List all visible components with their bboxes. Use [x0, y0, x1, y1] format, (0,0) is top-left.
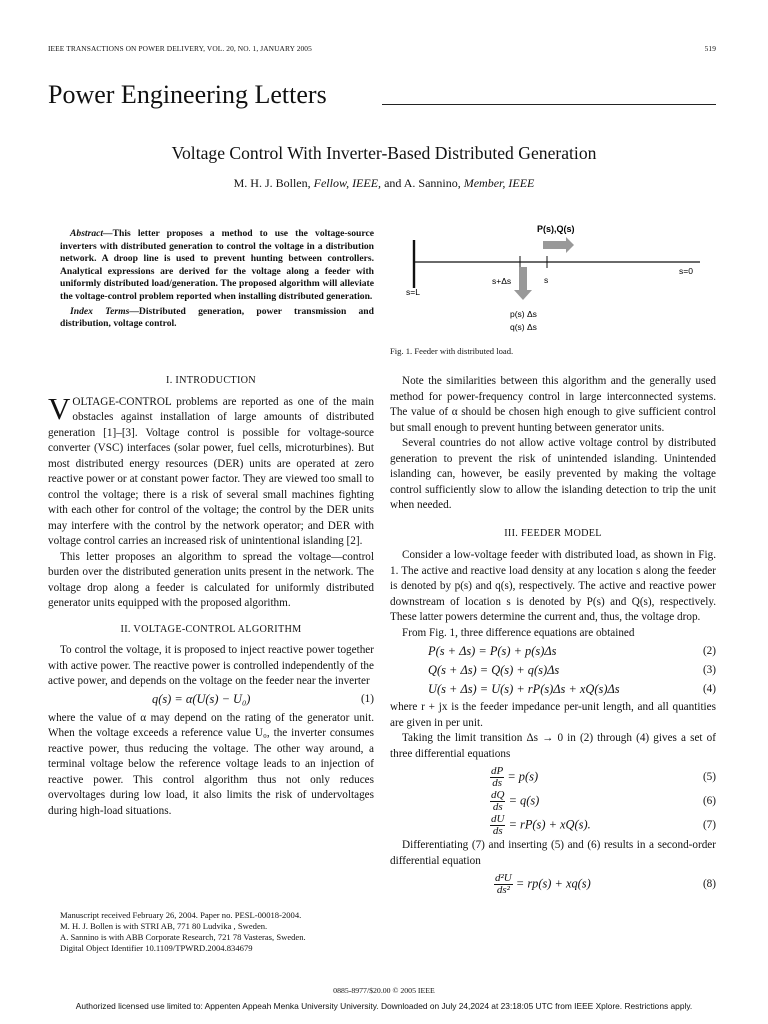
equation-8: $\frac{\text{d²U}}{\text{ds²}}$ = rp(s) + xq(s) (8) — [495, 872, 716, 896]
abstract-text: This letter proposes a method to use the voltage-source inverters with distributed generation to control the voltage in a distribution network. A droop line is used to prevent hunting between controllers. Analytical expressions are derived for the voltage along a feeder with uniformly distributed load/generation. The proposed algorithm will alleviate the voltage-control problem reported when installing distributed generation. — [60, 228, 374, 302]
heading-introduction: I. INTRODUCTION — [166, 375, 256, 386]
footnote-manuscript: Manuscript received February 26, 2004. Paper no. PESL-00018-2004. — [60, 910, 302, 920]
section-rule — [382, 104, 716, 105]
paper-title: Voltage Control With Inverter-Based Distributed Generation — [171, 143, 597, 163]
pq-arrow — [543, 237, 574, 253]
fm-paragraph-1: Consider a low-voltage feeder with distributed load, as shown in Fig. 1. The active and reactive load density at any location s along the feeder is denoted by p(s) and q(s), respectively. The active and reactive power downstream of location s is denoted by P(s) and Q(s), respectively. These latter powers determine the current and, thus, the voltage drop. — [390, 549, 716, 623]
dropcap: V — [48, 390, 71, 426]
journal-header: IEEE TRANSACTIONS ON POWER DELIVERY, VOL. 20, NO. 1, JANUARY 2005 — [48, 44, 312, 53]
abstract-label: Abstract— — [70, 228, 113, 239]
abstract — [60, 228, 374, 331]
intro-paragraph-2: This letter proposes an algorithm to spread the voltage—control burden over the distributed generation units present in the network. The voltage drop along a feeder is calculated for uniformly distributed generator units equipped with the proposed algorithm. — [48, 550, 374, 609]
feeder-figure — [400, 222, 706, 337]
index-terms-label: Index Terms— — [70, 305, 139, 317]
intro-paragraph-1: VOLTAGE-CONTROL problems are reported as one of the main obstacles against installation of large amounts of distributed generation [1]–[3]. Voltage control is possible for voltage-source converter (VSC) interfaces (solar power, fuel cells, microturbines). But most distributed energy resources (DER) units are operated at zero reactive power or at constant power factor. They are viewed too small to control the voltage; there is a risk of several small machines fighting with each other for control of the voltage; the control by the DER units may interfere with the control by the network operator; and DER with voltage control carries an increased risk of unintentional islanding [2]. — [48, 390, 374, 547]
label-s-ds: s+Δs — [492, 276, 512, 286]
vc-paragraph-1: To control the voltage, it is proposed to inject reactive power together with active power. The reactive power is controlled independently of the active power, and depends on the voltage on the feeder near the inverter — [48, 644, 374, 687]
footnote — [60, 910, 374, 954]
copyright-line: 0885-8977/$20.00 © 2005 IEEE — [333, 986, 435, 995]
pq-ds-arrow — [514, 267, 532, 300]
equation-1: q(s) = α(U(s) − U₀) (1) — [152, 691, 374, 706]
equation-4: U(s + Δs) = U(s) + rP(s)Δs + xQ(s)Δs (4) — [428, 682, 716, 696]
footnote-author-2: A. Sannino is with ABB Corporate Research, 721 78 Vasteras, Sweden. — [60, 932, 306, 942]
label-q-ds: q(s) Δs — [510, 322, 537, 332]
heading-feeder-model: III. FEEDER MODEL — [504, 527, 602, 539]
equation-6: $\frac{dQ}{ds}$ = q(s) (6) — [491, 789, 716, 813]
author-line — [0, 176, 768, 191]
fm-paragraph-4: Taking the limit transition Δs → 0 in (2) through (4) gives a set of three differential equations — [390, 732, 716, 760]
right-paragraph-1: Note the similarities between this algorithm and the generally used method for power-frequency control in large interconnected systems. The value of α should be chosen high enough to give sufficient control but small enough to prevent hunting between generator units. — [390, 375, 716, 434]
fm-paragraph-5: Differentiating (7) and inserting (5) and (6) results in a second-order differential equation — [390, 839, 716, 867]
figure-caption: Fig. 1. Feeder with distributed load. — [390, 346, 514, 356]
author-1-role: Fellow, IEEE, — [313, 176, 382, 190]
section-title: Power Engineering Letters — [48, 80, 327, 109]
label-pq: P(s),Q(s) — [537, 224, 575, 234]
right-column — [390, 374, 716, 897]
heading-voltage-control: II. VOLTAGE-CONTROL ALGORITHM — [120, 623, 302, 635]
vc-paragraph-2: where the value of α may depend on the rating of the generator unit. When the voltage exceeds a reference value U₀, the inverter consumes reactive power, thus reducing the voltage. The other way around, a terminal voltage below the reference voltage leads to an injection of reactive power. This control algorithm thus not only reduces overvoltages during low load, it also limits the risk of undervoltages during high-load situations. — [48, 711, 374, 817]
authorized-use-notice: Authorized licensed use limited to: Appenten Appeah Menka University University. Downloaded on July 24,2024 at 23:18:05 UTC from IEEE Xplore. Restrictions apply. — [75, 1001, 693, 1011]
page-number: 519 — [704, 44, 716, 53]
author-1: M. H. J. Bollen, — [233, 176, 311, 190]
label-s: s — [544, 275, 549, 285]
fm-paragraph-3: where r + jx is the feeder impedance per-unit length, and all quantities are given in per unit. — [390, 701, 716, 729]
label-s-0: s=0 — [679, 266, 693, 276]
equation-7: $\frac{dU}{ds}$ = rP(s) + xQ(s). (7) — [491, 813, 716, 837]
label-p-ds: p(s) Δs — [510, 309, 537, 319]
label-s-L: s=L — [406, 287, 420, 297]
equation-5: $\frac{dP}{ds}$ = p(s) (5) — [491, 765, 716, 789]
author-2-role: Member, IEEE — [463, 176, 535, 190]
index-terms-text: Distributed generation, power transmission and distribution, voltage control. — [60, 305, 374, 330]
footnote-author-1: M. H. J. Bollen is with STRI AB, 771 80 Ludvika , Sweden. — [60, 921, 268, 931]
author-and: and A. Sannino, — [384, 176, 461, 190]
fm-paragraph-2: From Fig. 1, three difference equations are obtained — [402, 626, 635, 639]
footnote-doi: Digital Object Identifier 10.1109/TPWRD.2004.834679 — [60, 943, 253, 953]
left-column — [48, 373, 374, 819]
equation-3: Q(s + Δs) = Q(s) + q(s)Δs (3) — [428, 663, 716, 677]
equation-2: P(s + Δs) = P(s) + p(s)Δs (2) — [428, 644, 716, 658]
right-paragraph-2: Several countries do not allow active voltage control by distributed generation to prevent the risk of unintended islanding. Unintended islanding can, however, be easily prevented by making the voltage control sufficiently slow to allow the islanding detection to trip the unit when needed. — [390, 437, 716, 511]
